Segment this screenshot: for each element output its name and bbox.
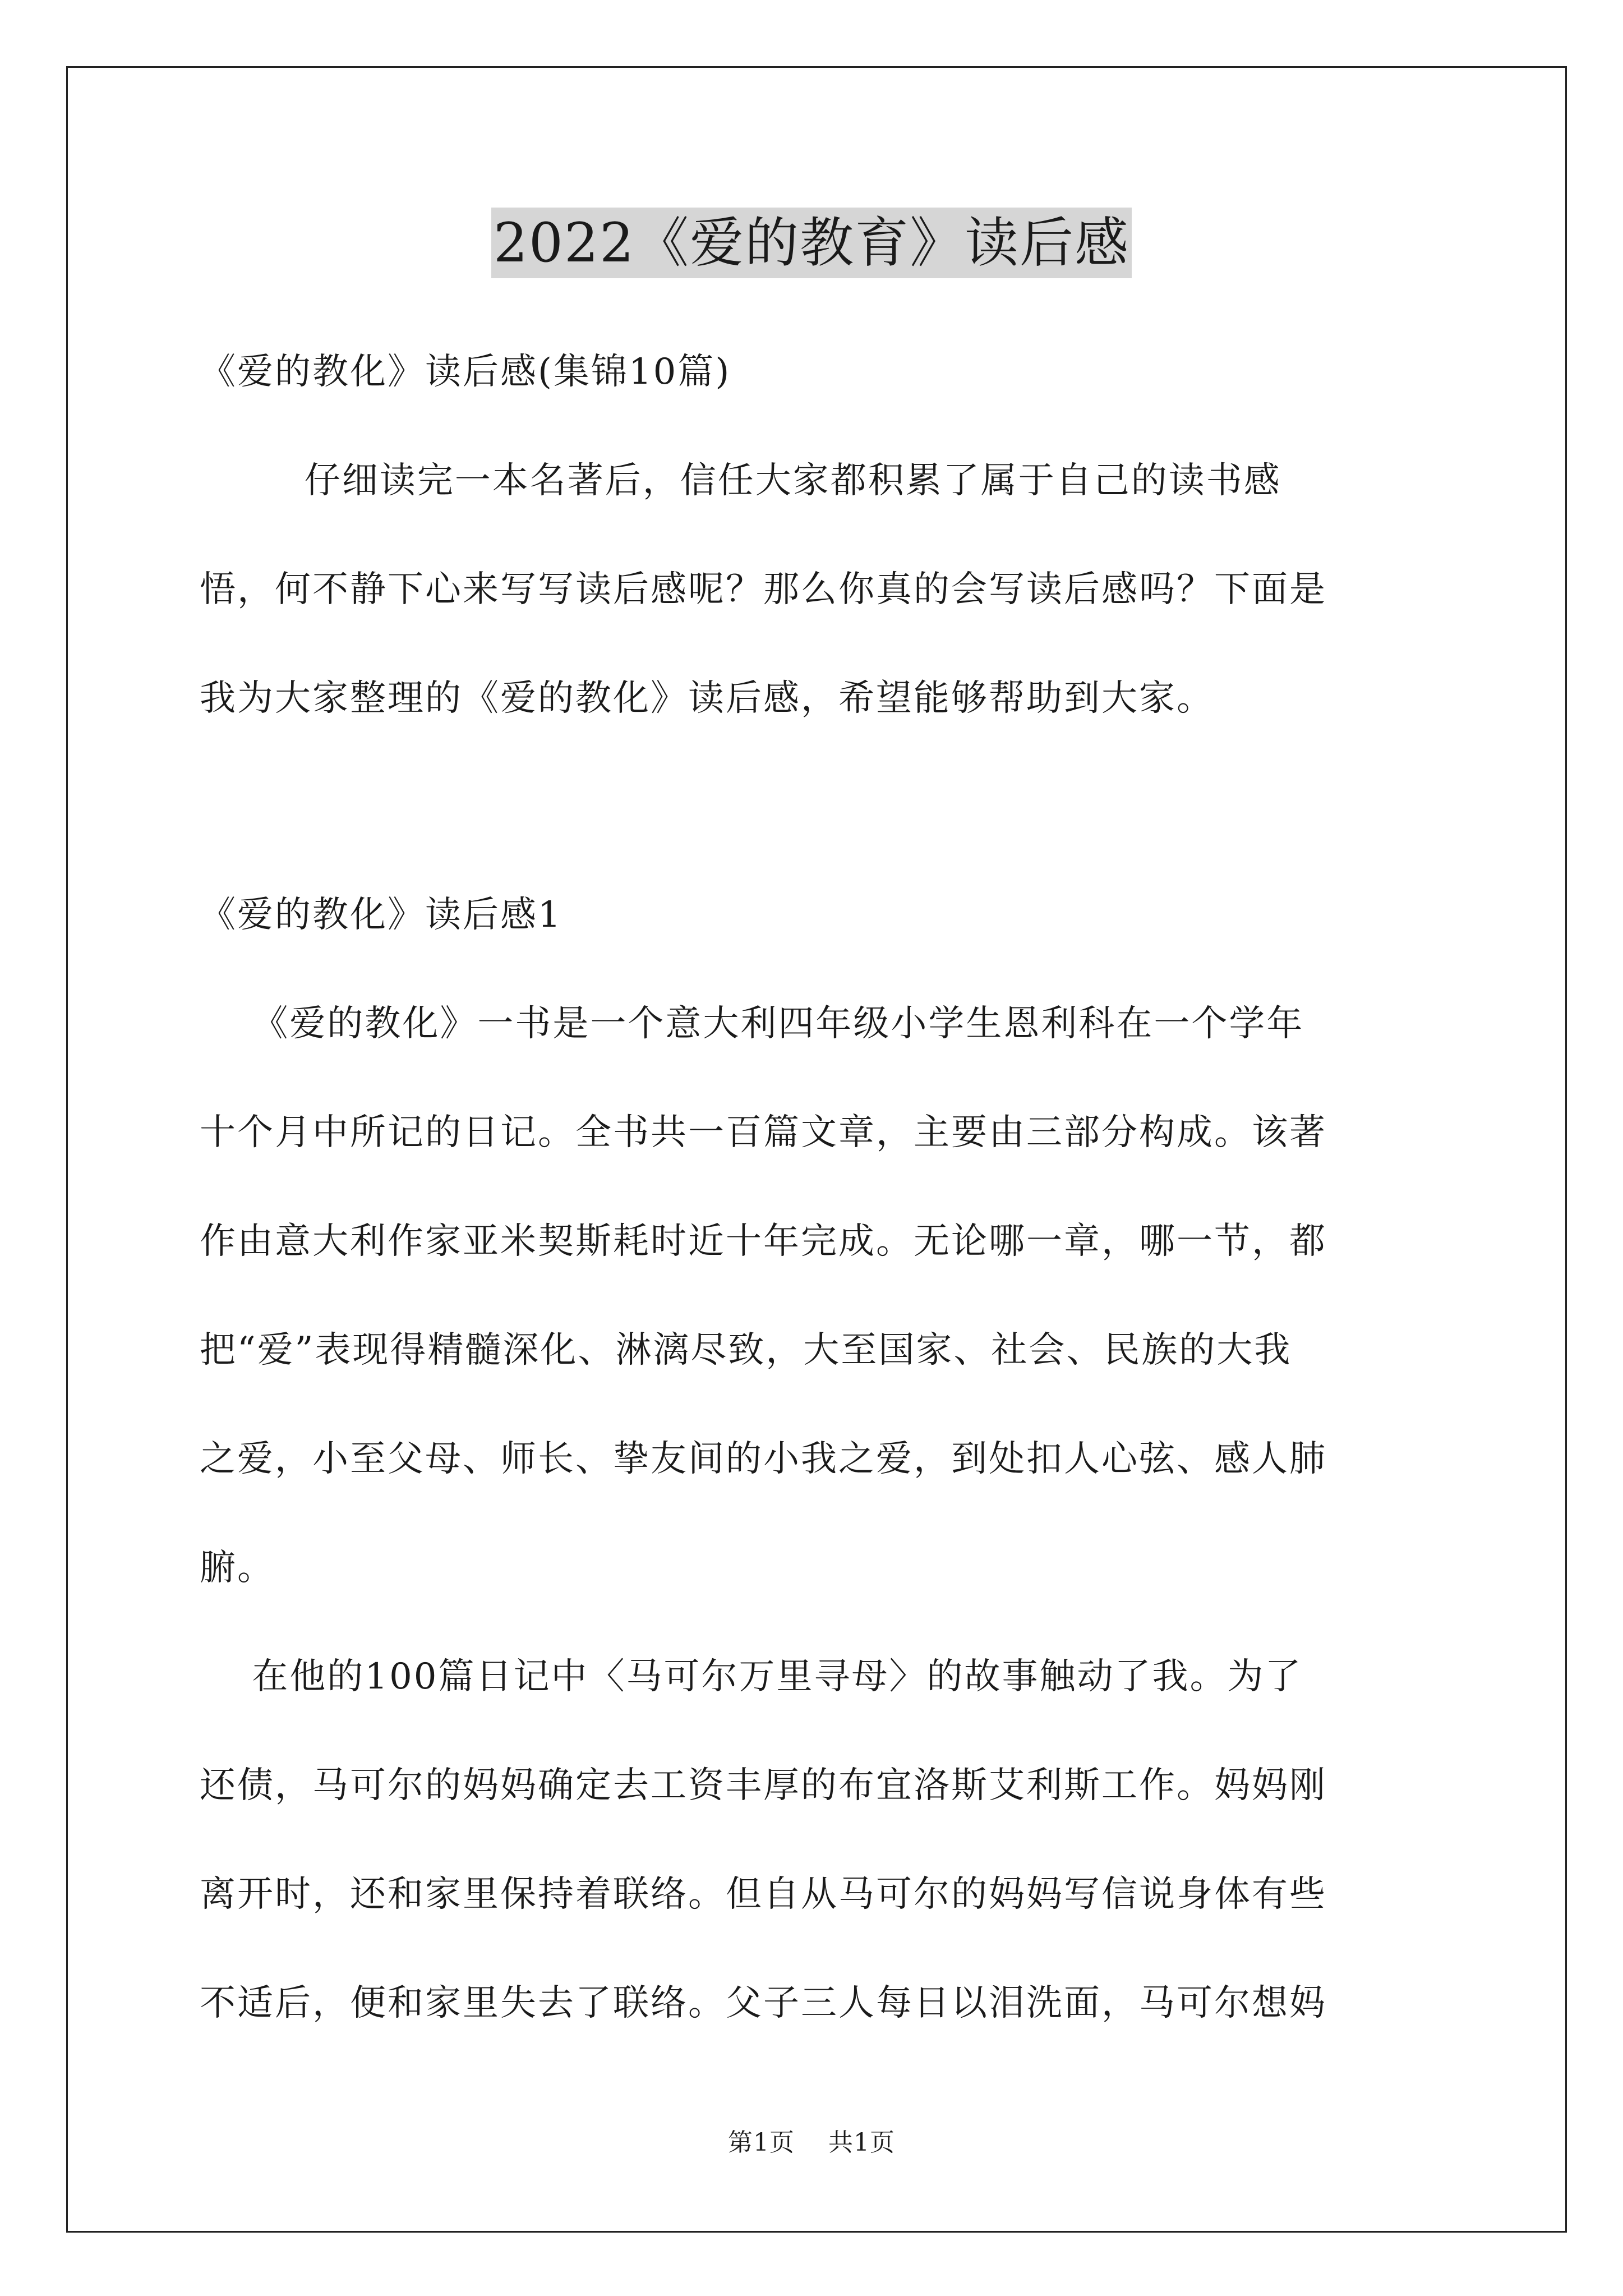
intro-line: 悟，何不静下心来写写读后感呢？那么你真的会写读后感吗？下面是 — [200, 569, 1327, 610]
paragraph-line: 在他的100篇日记中〈马可尔万里寻母〉的故事触动了我。为了 — [200, 1656, 1303, 1697]
paragraph-2 — [200, 1622, 1428, 2058]
paragraph-1 — [200, 969, 1428, 1622]
paragraph-line: 十个月中所记的日记。全书共一百篇文章，主要由三部分构成。该著 — [200, 1112, 1327, 1153]
page-footer — [0, 2126, 1623, 2160]
intro-line: 我为大家整理的《爱的教化》读后感，希望能够帮助到大家。 — [200, 678, 1214, 719]
paragraph-line: 之爱，小至父母、师长、挚友间的小我之爱，到处扣人心弦、感人肺 — [200, 1438, 1327, 1480]
document-title: 2022《爱的教育》读后感 — [491, 208, 1132, 278]
document-subtitle: 《爱的教化》读后感(集锦10篇) — [200, 351, 731, 393]
section-heading: 《爱的教化》读后感1 — [200, 894, 562, 936]
paragraph-line: 还债，马可尔的妈妈确定去工资丰厚的布宜洛斯艾利斯工作。妈妈刚 — [200, 1765, 1327, 1806]
intro-paragraph — [200, 426, 1428, 753]
paragraph-line: 不适后，便和家里失去了联络。父子三人每日以泪洗面，马可尔想妈 — [200, 1982, 1327, 2024]
paragraph-line: 作由意大利作家亚米契斯耗时近十年完成。无论哪一章，哪一节，都 — [200, 1221, 1327, 1262]
paragraph-line: 《爱的教化》一书是一个意大利四年级小学生恩利科在一个学年 — [200, 1003, 1304, 1045]
paragraph-line: 腑。 — [200, 1547, 275, 1589]
paragraph-line: 把“爱”表现得精髓深化、淋漓尽致，大至国家、社会、民族的大我 — [200, 1329, 1292, 1371]
intro-line: 仔细读完一本名著后，信任大家都积累了属于自己的读书感 — [200, 460, 1281, 501]
section-heading-block — [200, 861, 1428, 969]
page-number-label: 第1页 共1页 — [728, 2128, 895, 2157]
paragraph-line: 离开时，还和家里保持着联络。但自从马可尔的妈妈写信说身体有些 — [200, 1874, 1327, 1915]
subtitle-block — [200, 318, 1428, 426]
title-container — [0, 208, 1623, 278]
